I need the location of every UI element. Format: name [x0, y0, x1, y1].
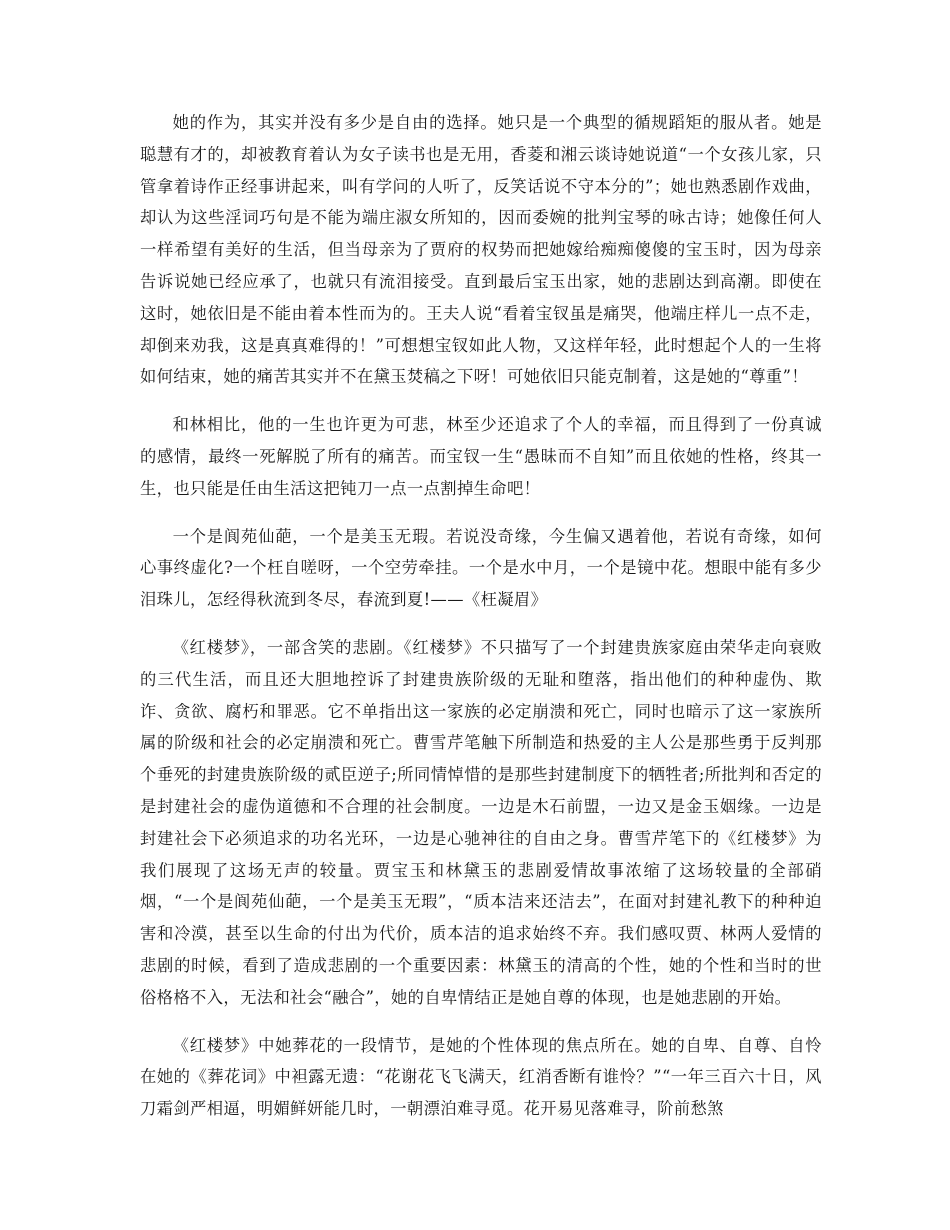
paragraph-burying-flowers: 《红楼梦》中她葬花的一段情节，是她的个性体现的焦点所在。她的自卑、自尊、自怜在她的《葬花词》中袒露无遗：“花谢花飞飞满天，红消香断有谁怜？”“一年三百六十日，风刀霜剑严相逼，明媚鲜妍能几时，一朝漂泊难寻觅。花开易见落难寻，阶前愁煞: [140, 1035, 822, 1119]
paragraph-comparison-lin: 和林相比，他的一生也许更为可悲，林至少还追求了个人的幸福，而且得到了一份真诚的感情，最终一死解脱了所有的痛苦。而宝钗一生“愚昧而不自知”而且依她的性格，终其一生，也只能是任由生活这把钝刀一点一点割掉生命吧！: [140, 415, 822, 498]
paragraph-wangningmei-lyrics: 一个是阆苑仙葩，一个是美玉无瑕。若说没奇缘，今生偏又遇着他，若说有奇缘，如何心事终虚化?一个枉自嗟呀，一个空劳牵挂。一个是水中月，一个是镜中花。想眼中能有多少泪珠儿，怎经得秋流到冬尽，春流到夏!——《枉凝眉》: [140, 526, 822, 610]
paragraph-red-chamber-tragedy: 《红楼梦》，一部含笑的悲剧。《红楼梦》不只描写了一个封建贵族家庭由荣华走向衰败的三代生活，而且还大胆地控诉了封建贵族阶级的无耻和堕落，指出他们的种种虚伪、欺诈、贪欲、腐朽和罪恶。它不单指出这一家族的必定崩溃和死亡，同时也暗示了这一家族所属的阶级和社会的必定崩溃和死亡。曹雪芹笔触下所制造和热爱的主人公是那些勇于反判那个垂死的封建贵族阶级的贰臣逆子;所同情悼惜的是那些封建制度下的牺牲者;所批判和否定的是封建社会的虚伪道德和不合理的社会制度。一边是木石前盟，一边又是金玉姻缘。一边是封建社会下必须追求的功名光环，一边是心驰神往的自由之身。曹雪芹笔下的《红楼梦》为我们展现了这场无声的较量。贾宝玉和林黛玉的悲剧爱情故事浓缩了这场较量的全部硝烟，“一个是阆苑仙葩，一个是美玉无瑕”，“质本洁来还洁去”，在面对封建礼教下的种种迫害和冷漠，甚至以生命的付出为代价，质本洁的追求始终不弃。我们感叹贾、林两人爱情的悲剧的时候，看到了造成悲剧的一个重要因素：林黛玉的清高的个性，她的个性和当时的世俗格格不入，无法和社会“融合”，她的自卑情结正是她自尊的体现，也是她悲剧的开始。: [140, 637, 822, 1007]
paragraph-baochai-obedience: 她的作为，其实并没有多少是自由的选择。她只是一个典型的循规蹈矩的服从者。她是聪慧有才的，却被教育着认为女子读书也是无用，香菱和湘云谈诗她说道“一个女孩儿家，只管拿着诗作正经事讲起来，叫有学问的人听了，反笑话说不守本分的”；她也熟悉剧作戏曲，却认为这些淫词巧句是不能为端庄淑女所知的，因而委婉的批判宝琴的咏古诗；她像任何人一样希望有美好的生活，但当母亲为了贾府的权势而把她嫁给痴痴傻傻的宝玉时，因为母亲告诉说她已经应承了，也就只有流泪接受。直到最后宝玉出家，她的悲剧达到高潮。即使在这时，她依旧是不能由着本性而为的。王夫人说“看着宝钗虽是痛哭，他端庄样儿一点不走，却倒来劝我，这是真真难得的！”可想想宝钗如此人物，又这样年轻，此时想起个人的一生将如何结束，她的痛苦其实并不在黛玉焚稿之下呀！可她依旧只能克制着，这是她的“尊重”！: [140, 113, 822, 387]
